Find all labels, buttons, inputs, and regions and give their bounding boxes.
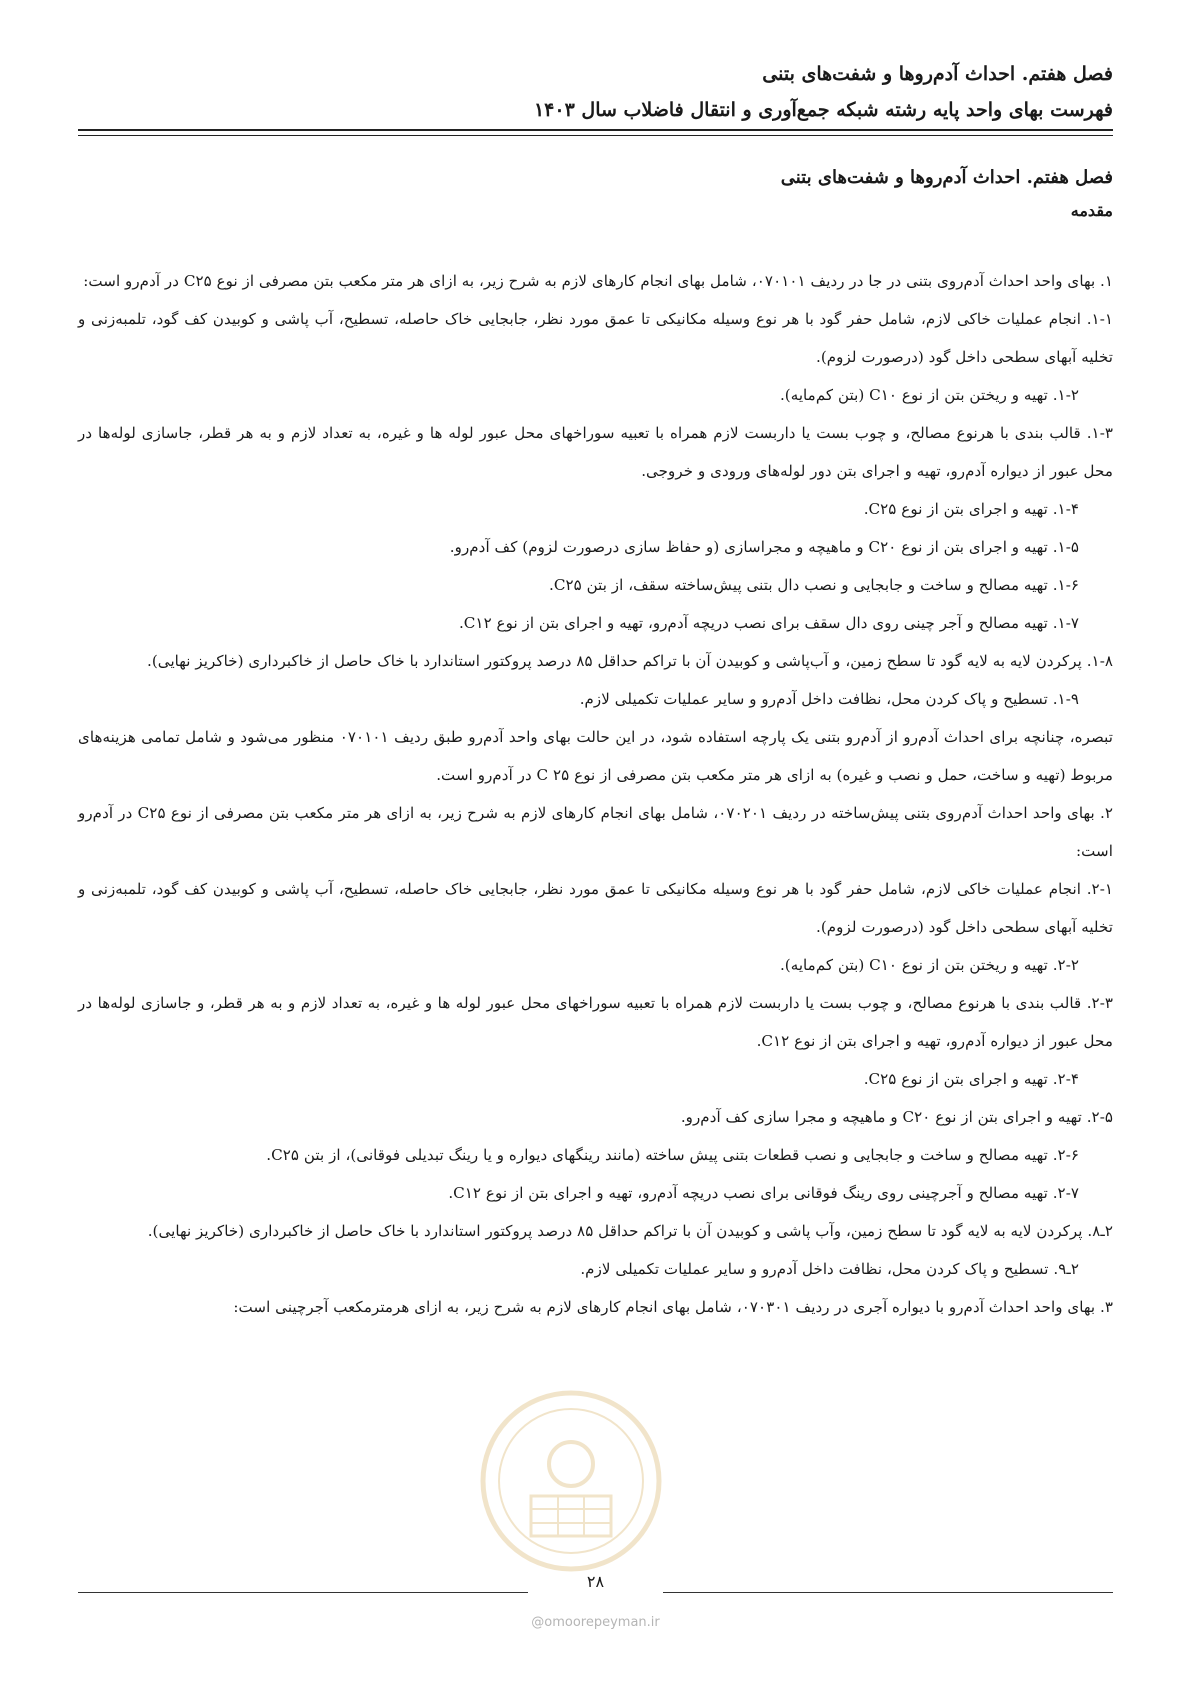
page-number: ۲۸ [586,1572,605,1591]
paragraph: ۲ـ۸. پرکردن لایه به لایه گود تا سطح زمین، وآب پاشی و کوبیدن آن با تراکم حداقل ۸۵ درصد پروکتور استاندارد با خاک حاصل از خاکبرداری (خاکریز نهایی). [147,1222,1113,1240]
paragraph: ۱-۵. تهیه و اجرای بتن از نوع C۲۰ و ماهیچه و مجراسازی (و حفاظ سازی درصورت لزوم) کف آدم‌رو. [449,538,1079,556]
page-header [78,56,1113,128]
paragraph: ۲-۴. تهیه و اجرای بتن از نوع C۲۵. [863,1070,1079,1088]
paragraph: ۲ـ۹. تسطیح و پاک کردن محل، نظافت داخل آدم‌رو و سایر عملیات تکمیلی لازم. [580,1260,1079,1278]
intro-heading: مقدمه [1070,201,1113,220]
paragraph: ۱-۲. تهیه و ریختن بتن از نوع C۱۰ (بتن کم‌مایه). [779,386,1079,404]
body-text [78,262,1113,1326]
paragraph: ۱-۱. انجام عملیات خاکی لازم، شامل حفر گود با هر نوع وسیله مکانیکی تا عمق مورد نظر، جابجایی خاک حاصله، تسطیح، آب پاشی و کوبیدن کف گود، تلمبه‌زنی و تخلیه آبهای سطحی داخل گود (درصورت لزوم). [78,310,1113,366]
paragraph: ۱-۶. تهیه مصالح و ساخت و جابجایی و نصب دال بتنی پیش‌ساخته سقف، از بتن C۲۵. [549,576,1079,594]
site-watermark-text: @omoorepeyman.ir [531,1615,660,1630]
paragraph: ۲-۳. قالب بندی با هرنوع مصالح، و چوب بست یا داربست لازم همراه با تعبیه سوراخهای محل عبور لوله ها و غیره، به تعداد لازم و به هر قطر، و جاسازی لوله‌ها در محل عبور از دیواره آدم‌رو، تهیه و اجرای بتن از نوع C۱۲. [78,994,1113,1050]
paragraph: ۲-۲. تهیه و ریختن بتن از نوع C۱۰ (بتن کم‌مایه). [779,956,1079,974]
paragraph: ۳. بهای واحد احداث آدم‌رو با دیواره آجری در ردیف ۰۷۰۳۰۱، شامل بهای انجام کارهای لازم به شرح زیر، به ازای هرمترمکعب آجرچینی است: [233,1298,1113,1316]
header-rule-thick [78,129,1113,131]
paragraph: ۱. بهای واحد احداث آدم‌روی بتنی در جا در ردیف ۰۷۰۱۰۱، شامل بهای انجام کارهای لازم به شرح زیر، به ازای هر متر مکعب بتن مصرفی از نوع C۲۵ در آدم‌رو است: [83,272,1113,290]
paragraph: تبصره، چنانچه برای احداث آدم‌رو از آدم‌رو بتنی یک پارچه استفاده شود، در این حالت بهای واحد آدم‌رو طبق ردیف ۰۷۰۱۰۱ منظور می‌شود و شامل تمامی هزینه‌های مربوط (تهیه و ساخت، حمل و نصب و غیره) به ازای هر متر مکعب بتن مصرفی از نوع C ۲۵ در آدم‌رو است. [78,728,1113,784]
header-rule-thin [78,135,1113,136]
paragraph: ۱-۳. قالب بندی با هرنوع مصالح، و چوب بست یا داربست لازم همراه با تعبیه سوراخهای محل عبور لوله ها و غیره، به تعداد لازم و به هر قطر، جاسازی لوله‌ها در محل عبور از دیواره آدم‌رو، تهیه و اجرای بتن دور لوله‌های ورودی و خروجی. [78,424,1113,480]
footer-rule-right [663,1592,1113,1593]
footer-rule-left [78,1592,528,1593]
paragraph: ۲-۱. انجام عملیات خاکی لازم، شامل حفر گود با هر نوع وسیله مکانیکی تا عمق مورد نظر، جابجایی خاک حاصله، تسطیح، آب پاشی و کوبیدن کف گود، تلمبه‌زنی و تخلیه آبهای سطحی داخل گود (درصورت لزوم). [78,880,1113,936]
paragraph: ۱-۸. پرکردن لایه به لایه گود تا سطح زمین، و آب‌پاشی و کوبیدن آن با تراکم حداقل ۸۵ درصد پروکتور استاندارد با خاک حاصل از خاکبرداری (خاکریز نهایی). [147,652,1113,670]
paragraph: ۱-۴. تهیه و اجرای بتن از نوع C۲۵. [863,500,1079,518]
header-chapter-title: فصل هفتم. احداث آدم‌روها و شفت‌های بتنی [762,63,1113,85]
paragraph: ۲-۷. تهیه مصالح و آجرچینی روی رینگ فوقانی برای نصب دریچه آدم‌رو، تهیه و اجرای بتن از نوع C۱۲. [448,1184,1079,1202]
section-title: فصل هفتم. احداث آدم‌روها و شفت‌های بتنی [780,167,1113,188]
header-document-title: فهرست بهای واحد پایه رشته شبکه جمع‌آوری و انتقال فاضلاب سال ۱۴۰۳ [533,99,1113,121]
watermark-seal-icon [476,1386,666,1576]
paragraph: ۲-۶. تهیه مصالح و ساخت و جابجایی و نصب قطعات بتنی پیش ساخته (مانند رینگهای دیواره و یا رینگ تبدیلی فوقانی)، از بتن C۲۵. [266,1146,1079,1164]
paragraph: ۱-۹. تسطیح و پاک کردن محل، نظافت داخل آدم‌رو و سایر عملیات تکمیلی لازم. [579,690,1079,708]
paragraph: ۲-۵. تهیه و اجرای بتن از نوع C۲۰ و ماهیچه و مجرا سازی کف آدم‌رو. [680,1108,1113,1126]
paragraph: ۲. بهای واحد احداث آدم‌روی بتنی پیش‌ساخته در ردیف ۰۷۰۲۰۱، شامل بهای انجام کارهای لازم به شرح زیر، به ازای هر متر مکعب بتن مصرفی از نوع C۲۵ در آدم‌رو است: [78,804,1114,860]
paragraph: ۱-۷. تهیه مصالح و آجر چینی روی دال سقف برای نصب دریچه آدم‌رو، تهیه و اجرای بتن از نوع C۱۲. [458,614,1079,632]
